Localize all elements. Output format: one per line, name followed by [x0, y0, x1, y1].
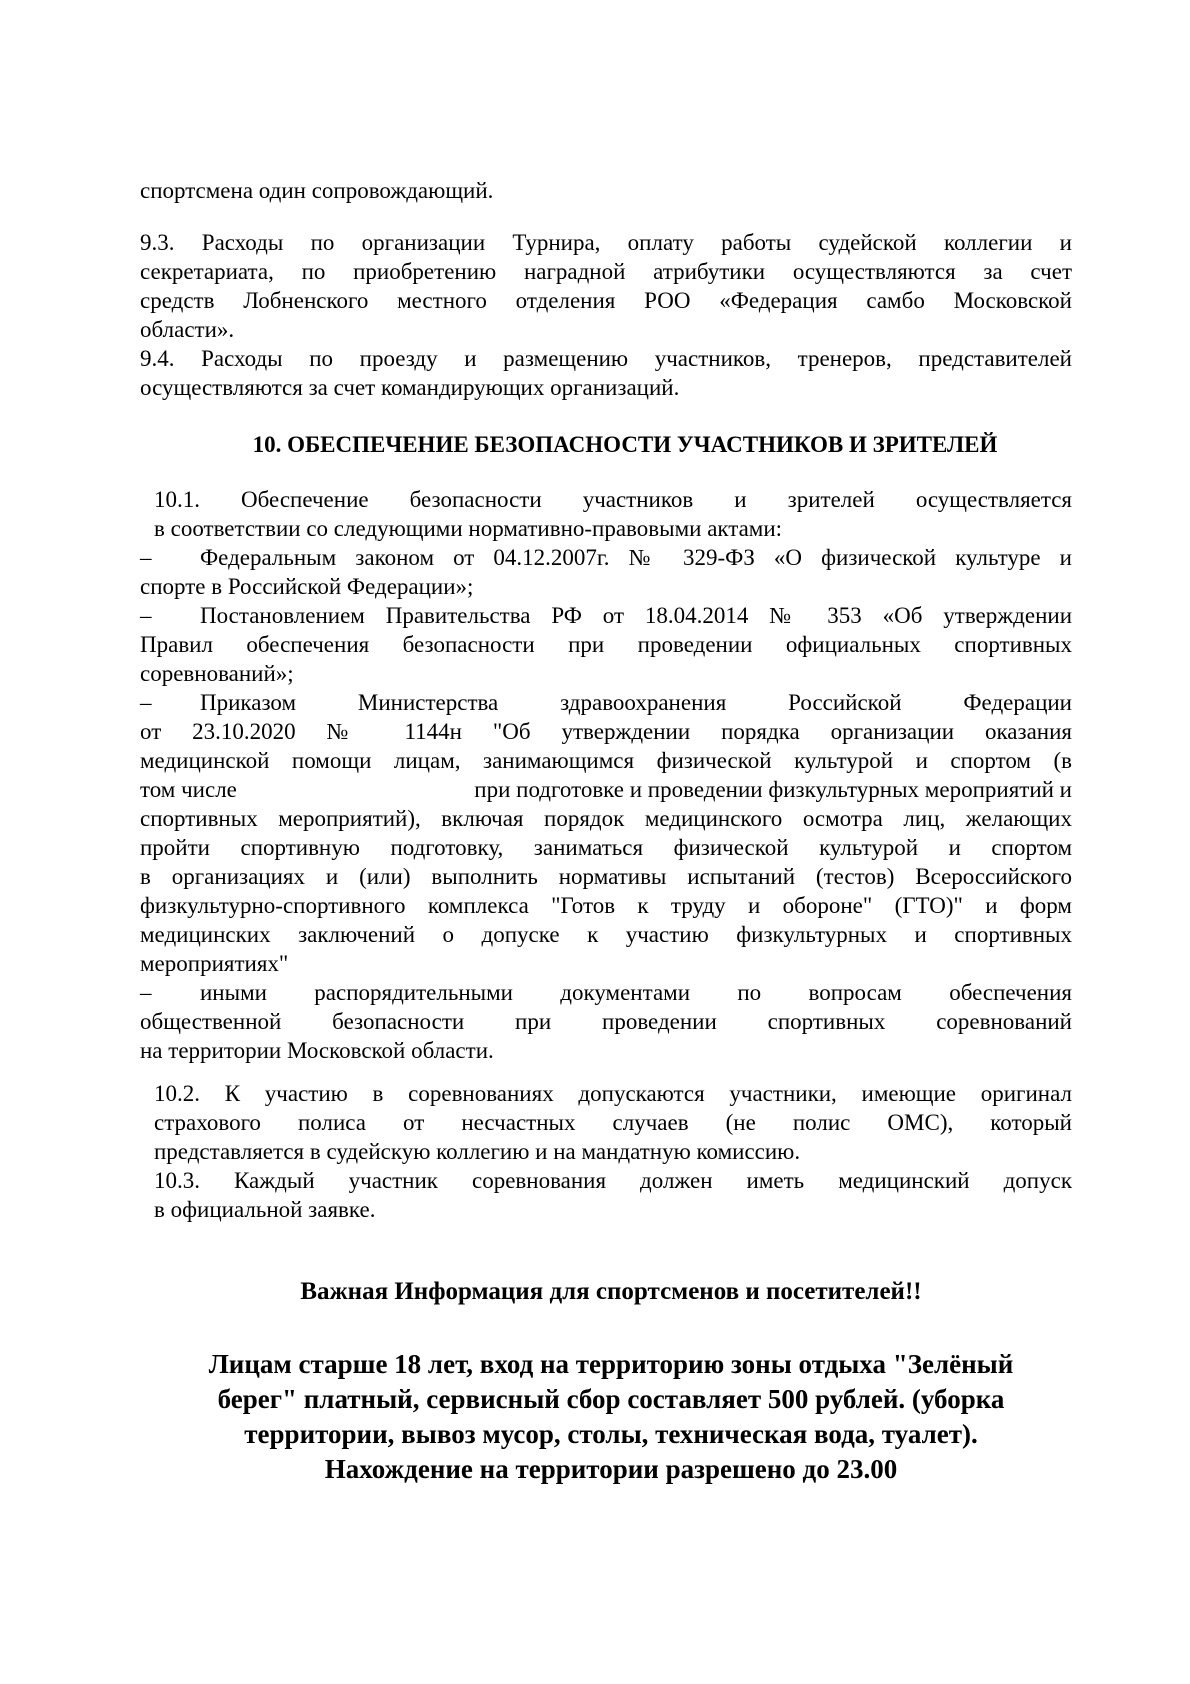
text-line: медицинских заключений о допуске к участию физкультурных и спортивных	[140, 922, 1072, 947]
list-item	[140, 978, 1072, 1007]
paragraph-10-1	[154, 485, 1072, 543]
text-line: Постановлением Правительства РФ от 18.04.2014 № 353 «Об утверждении	[200, 603, 1072, 628]
text-line: Правил обеспечения безопасности при проведении официальных спортивных	[140, 632, 1072, 657]
text-line: иными распорядительными документами по вопросам обеспечения	[200, 980, 1072, 1005]
text-line: от 23.10.2020 № 1144н "Об утверждении порядка организации оказания	[140, 719, 1072, 744]
text-line: спортивных мероприятий), включая порядок медицинского осмотра лиц, желающих	[140, 806, 1072, 831]
paragraph-10-2	[154, 1079, 1072, 1166]
notice-line: Нахождение на территории разрешено до 23.00	[324, 1454, 898, 1484]
paragraph-9-3	[140, 228, 1072, 344]
text-line: медицинской помощи лицам, занимающимся физической культурой и спортом (в	[140, 748, 1072, 773]
text-line: соревнований»;	[140, 661, 294, 686]
notice-line: территории, вывоз мусор, столы, техническая вода, туалет).	[244, 1419, 978, 1449]
text-line: спортсмена один сопровождающий.	[140, 178, 494, 203]
list-item	[140, 543, 1072, 572]
text-line: физкультурно-спортивного комплекса "Готов к труду и обороне" (ГТО)" и форм	[140, 893, 1072, 918]
notice-title: Важная Информация для спортсменов и посетителей!!	[300, 1278, 922, 1305]
text-fragment: при подготовке и проведении физкультурных мероприятий и	[474, 777, 1072, 802]
notice-line: берег" платный, сервисный сбор составляет 500 рублей. (уборка	[217, 1384, 1005, 1414]
section-10-heading: 10. ОБЕСПЕЧЕНИЕ БЕЗОПАСНОСТИ УЧАСТНИКОВ И ЗРИТЕЛЕЙ	[252, 432, 998, 457]
text-line: в официальной заявке.	[154, 1197, 376, 1222]
text-line: средств Лобненского местного отделения РОО «Федерация самбо Московской	[140, 288, 1072, 313]
text-line: на территории Московской области.	[140, 1038, 494, 1063]
text-line: области».	[140, 317, 235, 342]
paragraph-9-4	[140, 344, 1072, 402]
list-item	[140, 688, 1072, 717]
text-fragment: том числе	[140, 777, 237, 802]
text-line: 10.2. К участию в соревнованиях допускаются участники, имеющие оригинал	[154, 1081, 1072, 1106]
text-line: в организациях и (или) выполнить нормативы испытаний (тестов) Всероссийского	[140, 864, 1072, 889]
text-line: пройти спортивную подготовку, заниматься физической культурой и спортом	[140, 835, 1072, 860]
text-line: спорте в Российской Федерации»;	[140, 574, 474, 599]
text-line: страхового полиса от несчастных случаев (не полис ОМС), который	[154, 1110, 1072, 1135]
section-9-text	[140, 176, 1072, 205]
text-line: 9.3. Расходы по организации Турнира, оплату работы судейской коллегии и	[140, 230, 1072, 255]
text-line: общественной безопасности при проведении спортивных соревнований	[140, 1009, 1072, 1034]
text-line: 10.1. Обеспечение безопасности участников и зрителей осуществляется	[154, 487, 1072, 512]
text-line: мероприятиях"	[140, 951, 289, 976]
notice-line: Лицам старше 18 лет, вход на территорию зоны отдыха "Зелёный	[208, 1349, 1014, 1379]
paragraph-10-3	[154, 1166, 1072, 1224]
dash-bullet: –	[140, 545, 152, 570]
dash-bullet: –	[140, 980, 152, 1005]
text-line: 10.3. Каждый участник соревнования должен иметь медицинский допуск	[154, 1168, 1072, 1193]
text-line	[140, 775, 1072, 804]
text-line: Федеральным законом от 04.12.2007г. № 329-ФЗ «О физической культуре и	[200, 545, 1072, 570]
law-list	[140, 543, 1072, 1065]
text-line: 9.4. Расходы по проезду и размещению участников, тренеров, представителей	[140, 346, 1072, 371]
text-line: Приказом Министерства здравоохранения Российской Федерации	[200, 690, 1072, 715]
list-item	[140, 601, 1072, 630]
text-line: в соответствии со следующими нормативно-правовыми актами:	[154, 516, 783, 541]
dash-bullet: –	[140, 690, 152, 715]
text-line: представляется в судейскую коллегию и на мандатную комиссию.	[154, 1139, 801, 1164]
dash-bullet: –	[140, 603, 152, 628]
text-line: секретариата, по приобретению наградной атрибутики осуществляются за счет	[140, 259, 1072, 284]
text-line: осуществляются за счет командирующих организаций.	[140, 375, 680, 400]
